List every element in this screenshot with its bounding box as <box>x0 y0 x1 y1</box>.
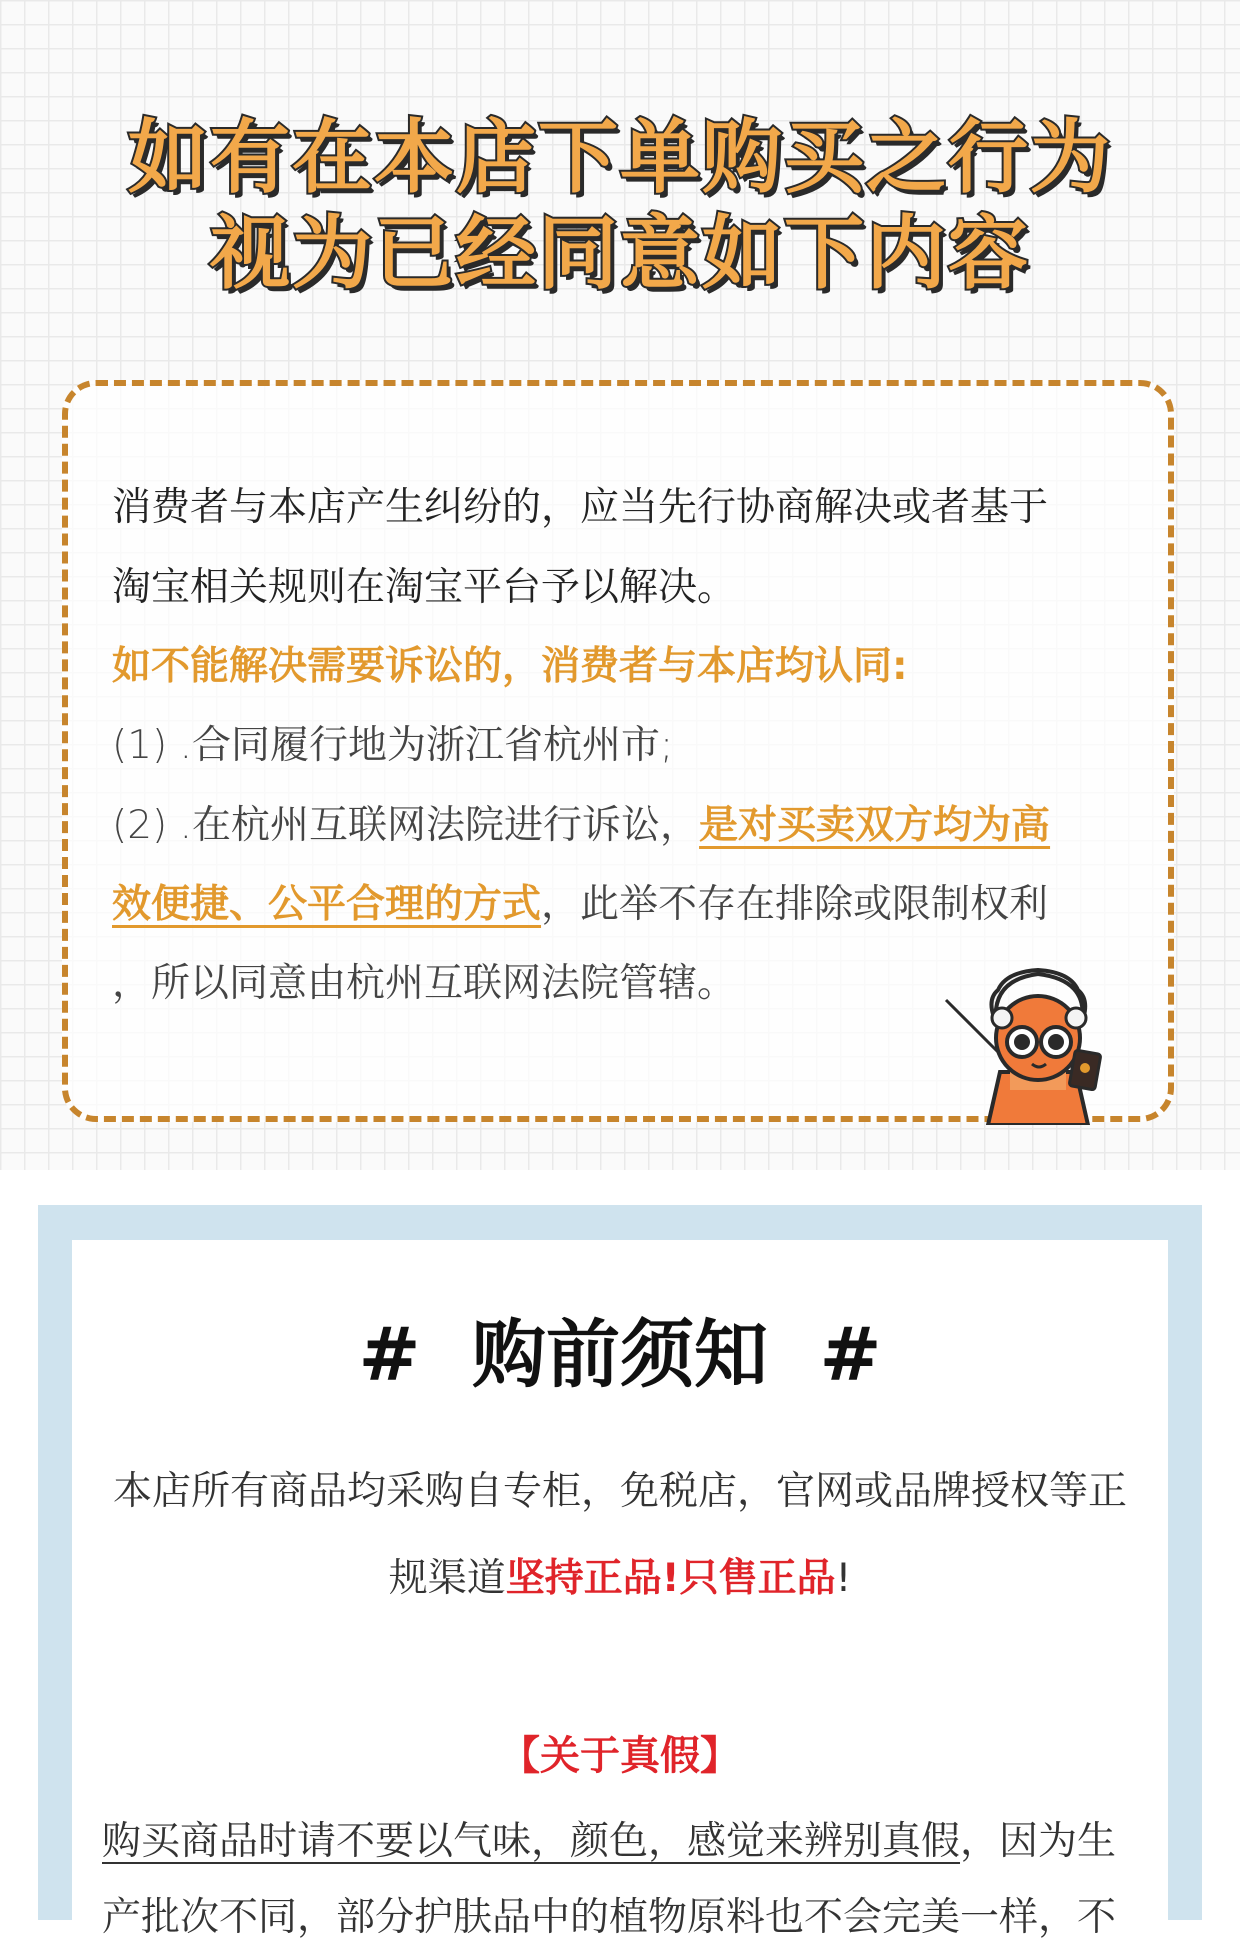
authenticity-underlined-text: 购买商品时请不要以气味，颜色，感觉来辨别真假 <box>102 1819 961 1864</box>
agreement-paragraph-1-line-2: 淘宝相关规则在淘宝平台予以解决。 <box>112 565 737 610</box>
section-heading-authenticity: 【关于真假】 <box>500 1733 740 1779</box>
agreement-item-2-line-2 <box>112 882 1049 927</box>
notice-line-1: 本店所有商品均采购自专柜，免税店，官网或品牌授权等正 <box>112 1469 1127 1514</box>
agreement-paragraph-2: 如不能解决需要诉讼的，消费者与本店均认同: <box>112 644 908 689</box>
agreement-highlight-2: 效便捷、公平合理的方式 <box>112 882 542 927</box>
agreement-item-1: (1) .合同履行地为浙江省杭州市; <box>112 723 674 768</box>
headline-line-2: 视为已经同意如下内容 <box>210 207 1030 300</box>
judge-mascot-icon <box>940 960 1110 1125</box>
notice-line-2-prefix: 规渠道 <box>388 1556 506 1601</box>
notice-line-2-suffix: ! <box>835 1556 852 1601</box>
genuine-slogan: 坚持正品!只售正品 <box>505 1556 836 1601</box>
headline-line-1: 如有在本店下单购买之行为 <box>128 111 1112 204</box>
agreement-highlight-1: 是对买卖双方均为高 <box>699 803 1051 848</box>
authenticity-suffix: ，因为生 <box>960 1819 1117 1864</box>
agreement-item-2-line-1 <box>112 803 1051 848</box>
authenticity-line-1 <box>102 1819 1117 1864</box>
agreement-item-2-suffix: ，此举不存在排除或限制权利 <box>541 882 1049 927</box>
notice-line-2 <box>0 1556 1240 1601</box>
authenticity-line-2: 产批次不同，部分护肤品中的植物原料也不会完美一样，不 <box>102 1895 1117 1940</box>
notice-title: # 购前须知 # <box>358 1312 882 1398</box>
agreement-item-2-prefix: (2) .在杭州互联网法院进行诉讼， <box>112 803 700 848</box>
agreement-item-2-line-3: ，所以同意由杭州互联网法院管辖。 <box>112 961 737 1006</box>
agreement-paragraph-1-line-1: 消费者与本店产生纠纷的，应当先行协商解决或者基于 <box>112 485 1049 530</box>
